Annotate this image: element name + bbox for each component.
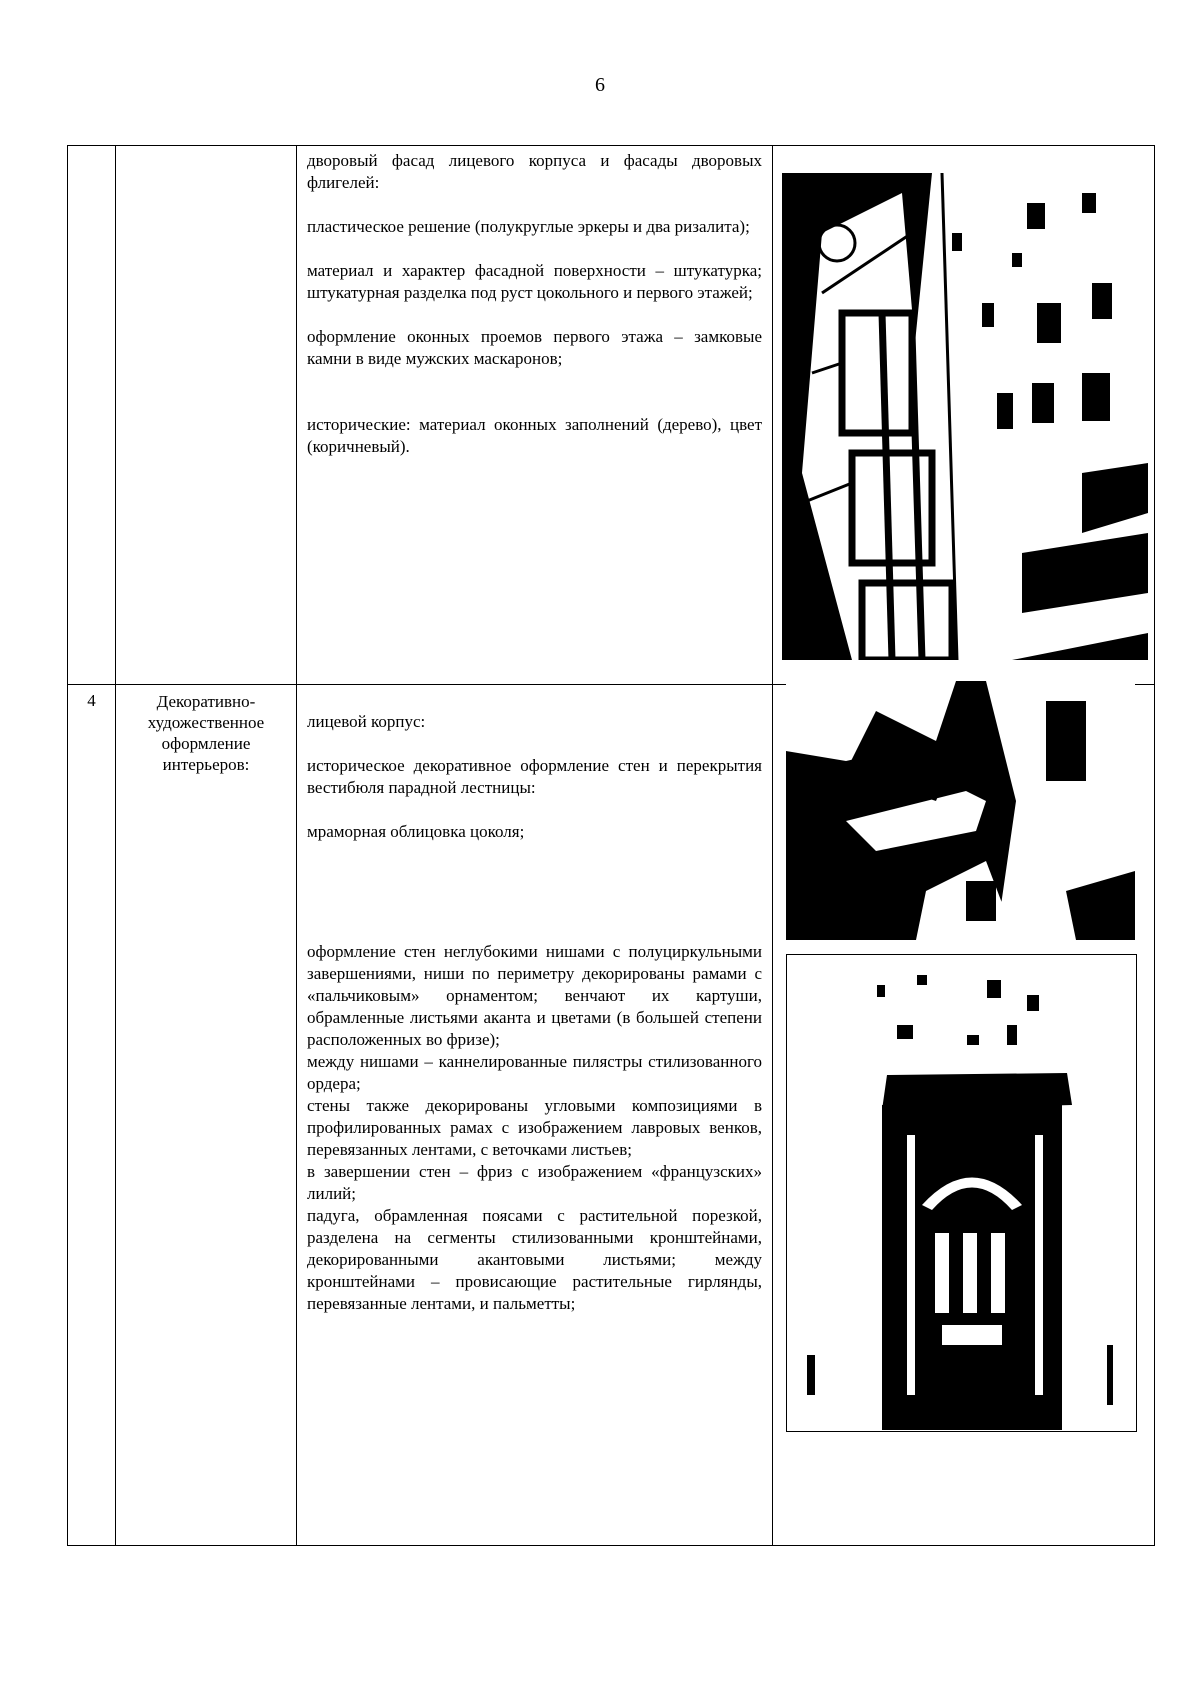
- description-paragraph: в завершении стен – фриз с изображением «французских» лилий;: [307, 1162, 762, 1203]
- description-paragraph: оформление оконных проемов первого этажа – замковые камни в виде мужских маскаронов;: [307, 327, 762, 368]
- description-paragraph: оформление стен неглубокими нишами с полуциркульными завершениями, ниши по периметру декорированы рамами с «пальчиковым» орнаментом; венчают их картуши, обрамленные листьями аканта и цветами (в большей степени расположенных во фризе);: [307, 942, 762, 1049]
- description-cell: [297, 146, 773, 685]
- row-number-cell: [68, 146, 116, 685]
- description-paragraph: между нишами – каннелированные пилястры стилизованного ордера;: [307, 1052, 762, 1093]
- description-paragraph: историческое декоративное оформление стен и перекрытия вестибюля парадной лестницы:: [307, 756, 762, 797]
- description-paragraph: падуга, обрамленная поясами с растительной порезкой, разделена на сегменты стилизованными кронштейнами, декорированными акантовыми листьями; между кронштейнами – провисающие растительные гирлянды, перевязанные лентами, и пальметты;: [307, 1206, 762, 1313]
- category-cell: [116, 146, 297, 685]
- courtyard-facade-photo: [782, 173, 1148, 660]
- description-paragraph: лицевой корпус:: [307, 712, 426, 731]
- description-paragraph: исторические: материал оконных заполнений (дерево), цвет (коричневый).: [307, 415, 762, 456]
- category-cell: Декоративно-художественное оформление интерьеров:: [116, 685, 297, 1546]
- description-paragraph: мраморная облицовка цоколя;: [307, 822, 525, 841]
- vestibule-wall-photo: [786, 681, 1135, 940]
- description-cell: [297, 685, 773, 1546]
- description-paragraph: материал и характер фасадной поверхности – штукатурка; штукатурная разделка под руст цокольного и первого этажей;: [307, 261, 762, 302]
- description-paragraph: пластическое решение (полукруглые эркеры и два ризалита);: [307, 217, 750, 236]
- page-number: 6: [595, 74, 605, 96]
- description-paragraph: дворовый фасад лицевого корпуса и фасады дворовых флигелей:: [307, 151, 762, 192]
- vestibule-niche-photo: [786, 954, 1137, 1432]
- row-number-cell: 4: [68, 685, 116, 1546]
- description-paragraph: стены также декорированы угловыми композициями в профилированных рамах с изображением лавровых венков, перевязанных лентами, с веточками листьев;: [307, 1096, 762, 1159]
